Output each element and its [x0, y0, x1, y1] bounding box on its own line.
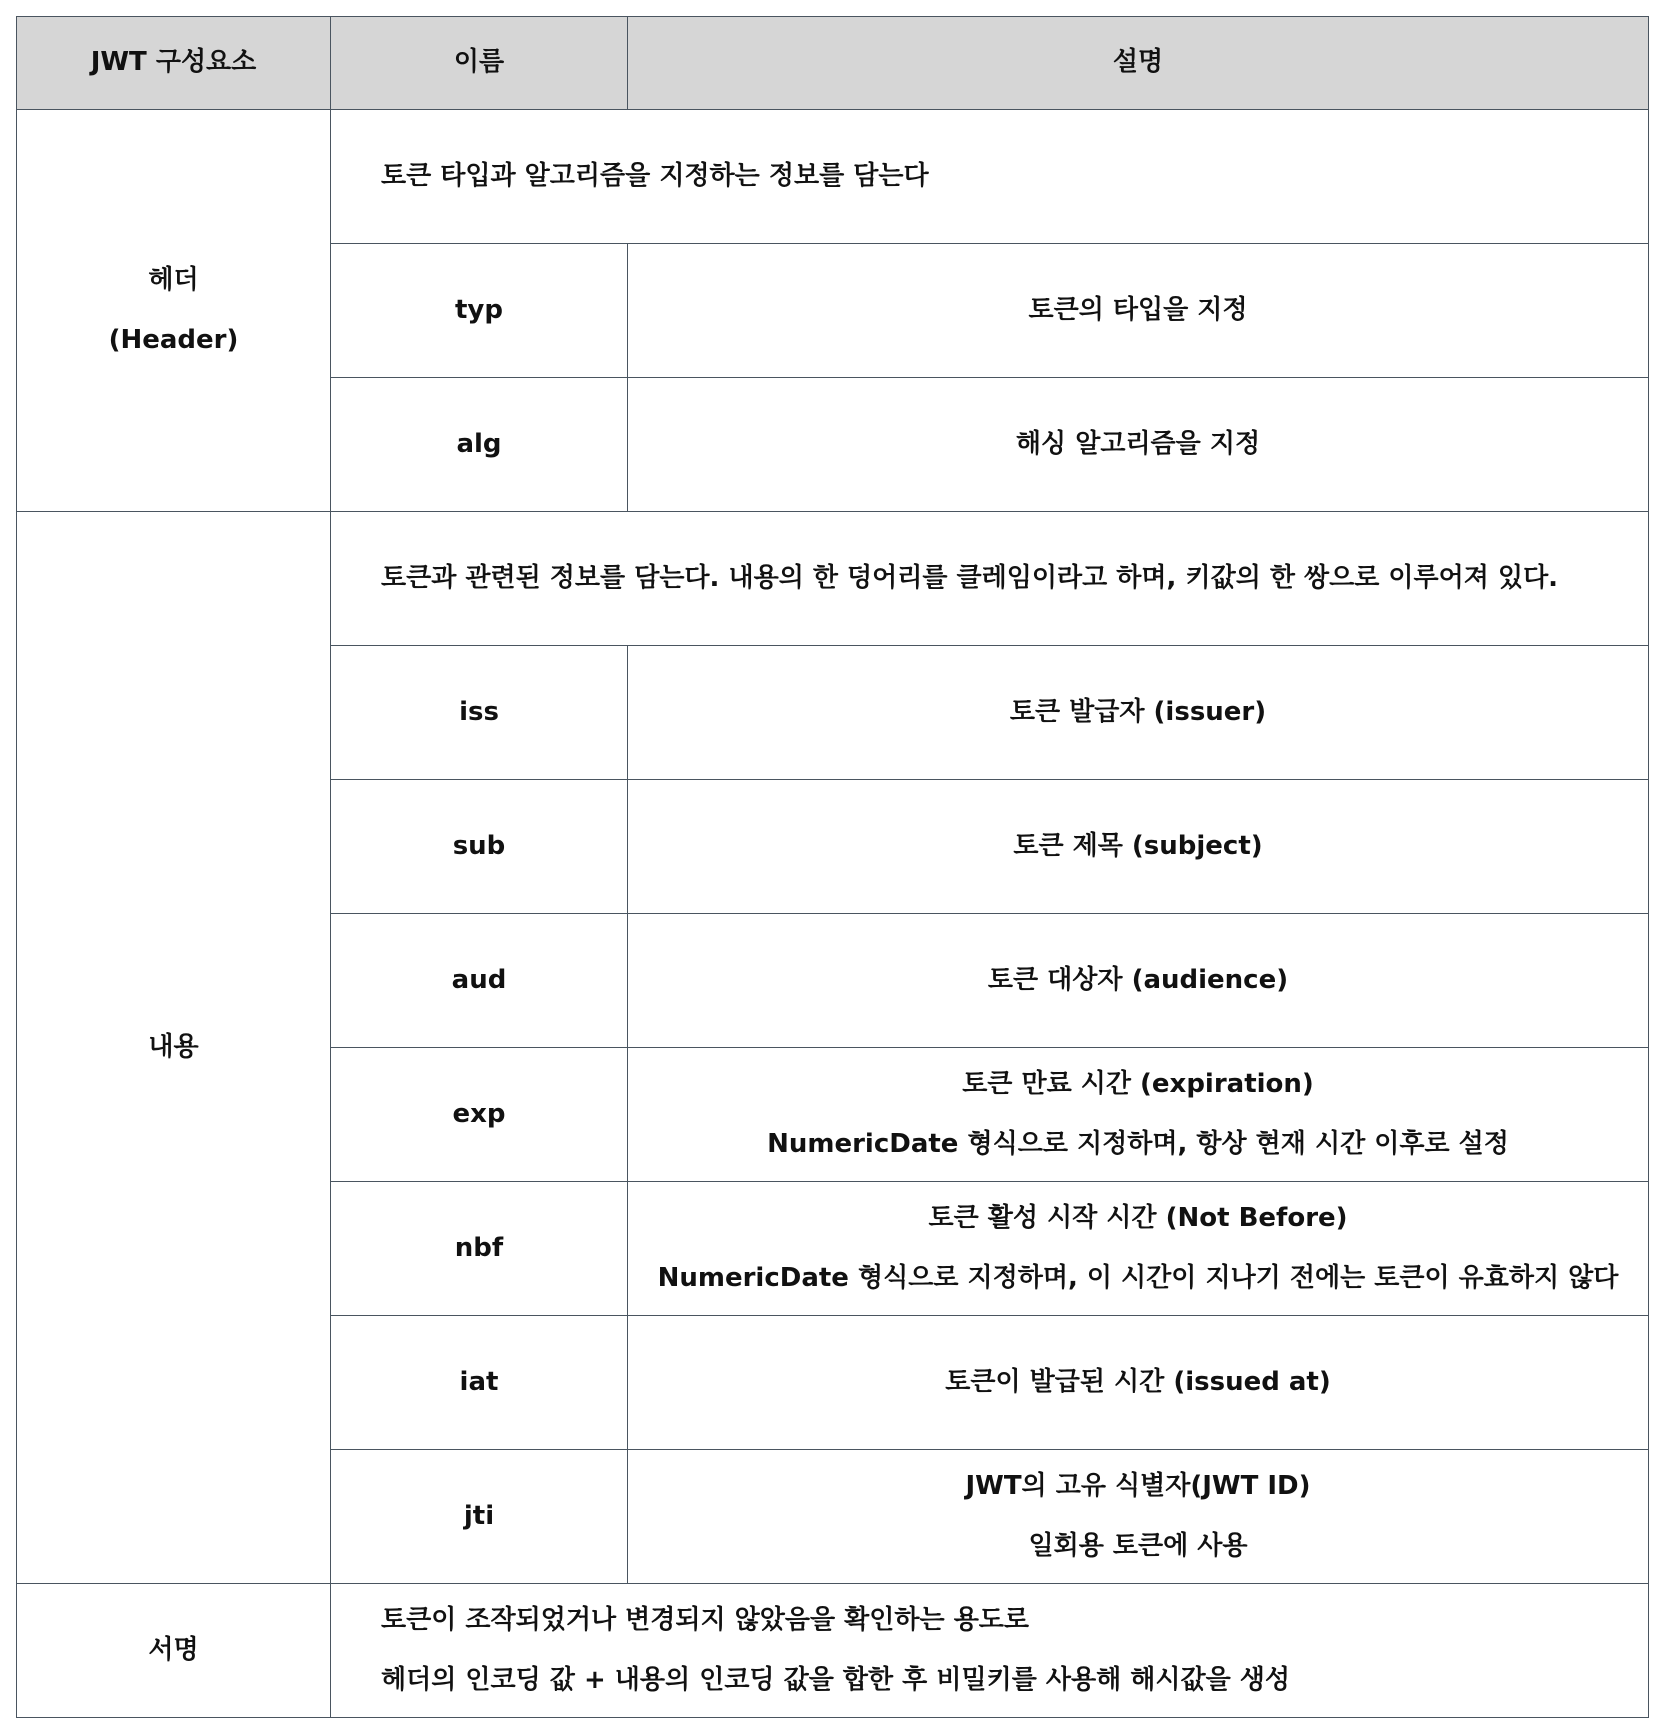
claim-description [628, 1316, 1649, 1450]
section-intro: 토큰과 관련된 정보를 담는다. 내용의 한 덩어리를 클레임이라고 하며, 키값의 한 쌍으로 이루어져 있다. [331, 512, 1649, 646]
description-line: 토큰이 발급된 시간 (issued at) [945, 1366, 1331, 1397]
claim-description [628, 646, 1649, 780]
claim-name: nbf [331, 1182, 628, 1316]
description-line: 헤더의 인코딩 값 + 내용의 인코딩 값을 합한 후 비밀키를 사용해 해시값을 생성 [381, 1664, 1291, 1695]
description-line: NumericDate 형식으로 지정하며, 항상 현재 시간 이후로 설정 [767, 1128, 1509, 1159]
claim-name: iss [331, 646, 628, 780]
description-line: 토큰 대상자 (audience) [987, 964, 1289, 995]
column-header-name: 이름 [331, 17, 628, 110]
claim-description [628, 780, 1649, 914]
column-header-component: JWT 구성요소 [17, 17, 331, 110]
description-line: JWT의 고유 식별자(JWT ID) [965, 1471, 1311, 1502]
description-line: 해싱 알고리즘을 지정 [1015, 428, 1261, 459]
claim-name: jti [331, 1450, 628, 1584]
description-line: 일회용 토큰에 사용 [1028, 1530, 1248, 1561]
claim-name: aud [331, 914, 628, 1048]
claim-description [628, 1182, 1649, 1316]
claim-name: iat [331, 1316, 628, 1450]
claim-description [628, 378, 1649, 512]
table-row [17, 1584, 1649, 1718]
column-header-description: 설명 [628, 17, 1649, 110]
claim-description [628, 914, 1649, 1048]
table-header-row [17, 17, 1649, 110]
claim-name: sub [331, 780, 628, 914]
signature-description [331, 1584, 1649, 1718]
claim-description [628, 244, 1649, 378]
description-line: 토큰 만료 시간 (expiration) [962, 1069, 1314, 1100]
description-line: 토큰 활성 시작 시간 (Not Before) [928, 1203, 1348, 1234]
claim-description [628, 1450, 1649, 1584]
table-row [17, 110, 1649, 244]
description-line: 토큰의 타입을 지정 [1028, 294, 1248, 325]
component-label: 헤더 [148, 265, 199, 296]
description-line: 토큰 제목 (subject) [1013, 830, 1263, 861]
component-cell-payload: 내용 [17, 512, 331, 1584]
section-intro: 토큰 타입과 알고리즘을 지정하는 정보를 담는다 [331, 110, 1649, 244]
claim-description [628, 1048, 1649, 1182]
description-line: 토큰이 조작되었거나 변경되지 않았음을 확인하는 용도로 [381, 1605, 1030, 1636]
claim-name: alg [331, 378, 628, 512]
claim-name: typ [331, 244, 628, 378]
jwt-structure-table [16, 16, 1649, 1718]
component-cell-header [17, 110, 331, 512]
component-cell-signature: 서명 [17, 1584, 331, 1718]
claim-name: exp [331, 1048, 628, 1182]
description-line: 토큰 발급자 (issuer) [1009, 696, 1267, 727]
description-line: NumericDate 형식으로 지정하며, 이 시간이 지나기 전에는 토큰이 유효하지 않다 [657, 1262, 1619, 1293]
table-row [17, 512, 1649, 646]
component-sublabel: (Header) [108, 324, 239, 355]
